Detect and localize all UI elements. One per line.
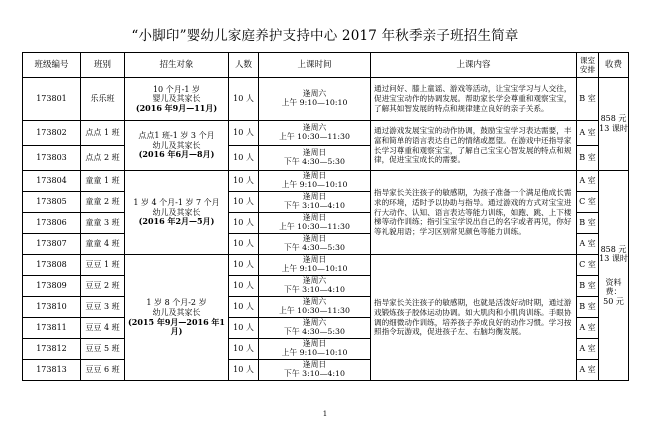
class-time: 逢周日 下午 3:10—4:10 bbox=[259, 192, 371, 213]
class-time: 逢周日 上午 9:10—10:10 bbox=[259, 255, 371, 276]
document-title: “小脚印”婴幼儿家庭养护支持中心 2017 年秋季亲子班招生简章 bbox=[131, 28, 519, 44]
class-time: 逢周日 下午 4:30—5:30 bbox=[259, 146, 371, 171]
class-name: 豆豆 1 班 bbox=[81, 255, 125, 276]
class-name: 豆豆 6 班 bbox=[81, 360, 125, 381]
header-target: 招生对象 bbox=[125, 53, 229, 78]
target-cell: 点点1 班-1 岁 3 个月 幼儿及其家长 (2016 年6月—8月) bbox=[125, 121, 229, 171]
class-count: 10 人 bbox=[229, 78, 259, 121]
class-time: 逢周六 下午 4:30—5:30 bbox=[259, 318, 371, 339]
class-room: A 室 bbox=[577, 318, 599, 339]
class-time: 逢周日 下午 3:10—4:10 bbox=[259, 360, 371, 381]
content-cell: 指导家长关注孩子的敏感期，也就是活泼好动时期，通过游戏锻炼孩子胶体运动协调。如大肌肉和小肌肉训练。手眼协调的细微动作训练，培养孩子养成良好的动作习惯。学习按照指令玩游戏，促进孩子左、右脑均衡发展。 bbox=[371, 255, 577, 381]
class-id: 173806 bbox=[23, 213, 81, 234]
header-class-name: 班别 bbox=[81, 53, 125, 78]
table-row bbox=[23, 121, 629, 146]
class-id: 173803 bbox=[23, 146, 81, 171]
class-id: 173804 bbox=[23, 171, 81, 192]
class-name: 乐乐班 bbox=[81, 78, 125, 121]
class-room: B 室 bbox=[577, 213, 599, 234]
class-name: 豆豆 4 班 bbox=[81, 318, 125, 339]
class-count: 10 人 bbox=[229, 171, 259, 192]
class-count: 10 人 bbox=[229, 213, 259, 234]
class-id: 173801 bbox=[23, 78, 81, 121]
class-count: 10 人 bbox=[229, 121, 259, 146]
header-count: 人数 bbox=[229, 53, 259, 78]
class-name: 豆豆 3 班 bbox=[81, 297, 125, 318]
class-room: A 室 bbox=[577, 171, 599, 192]
content-cell: 通过问好、膝上童谣、游戏等活动，让宝宝学习与人交往，促进宝宝动作的协调发展。帮助家长学会尊重和观察宝宝，了解其如智发展的特点和规律建立良好的亲子关系。 bbox=[371, 78, 577, 121]
class-time: 逢周日 上午 9:10—10:10 bbox=[259, 339, 371, 360]
class-name: 童童 2 班 bbox=[81, 192, 125, 213]
class-id: 173813 bbox=[23, 360, 81, 381]
class-time: 逢周六 上午 9:10—10:10 bbox=[259, 78, 371, 121]
target-cell: 10 个月-1 岁 婴儿及其家长 (2016 年9月—11月) bbox=[125, 78, 229, 121]
class-room: A 室 bbox=[577, 234, 599, 255]
class-count: 10 人 bbox=[229, 234, 259, 255]
class-room: A 室 bbox=[577, 360, 599, 381]
class-time: 逢周六 上午 10:30—11:30 bbox=[259, 297, 371, 318]
class-name: 童童 4 班 bbox=[81, 234, 125, 255]
target-cell: 1 岁 8 个月-2 岁 幼儿及其家长 (2015 年9月—2016 年1月) bbox=[125, 255, 229, 381]
class-name: 童童 1 班 bbox=[81, 171, 125, 192]
class-id: 173812 bbox=[23, 339, 81, 360]
class-room: B 室 bbox=[577, 78, 599, 121]
class-time: 逢周六 下午 3:10—4:10 bbox=[259, 276, 371, 297]
class-room: B 室 bbox=[577, 297, 599, 318]
class-count: 10 人 bbox=[229, 146, 259, 171]
class-id: 173802 bbox=[23, 121, 81, 146]
class-id: 173808 bbox=[23, 255, 81, 276]
class-room: A 室 bbox=[577, 339, 599, 360]
header-fee: 收费 bbox=[599, 53, 629, 78]
class-time: 逢周六 上午 10:30—11:30 bbox=[259, 121, 371, 146]
fee-cell: 858 元 13 课时 bbox=[599, 78, 629, 171]
class-room: C 室 bbox=[577, 255, 599, 276]
class-count: 10 人 bbox=[229, 318, 259, 339]
class-name: 点点 1 班 bbox=[81, 121, 125, 146]
class-room: B 室 bbox=[577, 276, 599, 297]
header-row bbox=[23, 53, 629, 78]
table-row bbox=[23, 171, 629, 192]
class-room: C 室 bbox=[577, 192, 599, 213]
class-name: 点点 2 班 bbox=[81, 146, 125, 171]
class-count: 10 人 bbox=[229, 255, 259, 276]
content-cell: 通过游戏发展宝宝的动作协调，鼓励宝宝学习表达需要，丰富和简单的语言表达自己的情绪或愿望。在游戏中还指导家长学习尊重和观察宝宝，了解自己宝宝心智发展的特点和规律，促进宝宝成长的需要。 bbox=[371, 121, 577, 171]
class-id: 173807 bbox=[23, 234, 81, 255]
class-name: 豆豆 2 班 bbox=[81, 276, 125, 297]
class-count: 10 人 bbox=[229, 339, 259, 360]
table-row bbox=[23, 255, 629, 276]
class-name: 豆豆 5 班 bbox=[81, 339, 125, 360]
header-time: 上课时间 bbox=[259, 53, 371, 78]
table-row bbox=[23, 78, 629, 121]
content-cell: 指导家长关注孩子的敏感期，为孩子准备一个满足他成长需求的环境，适时予以协助与指导。通过游戏的方式对宝宝进行大动作、认知、语言表达等能力训练，如跑、跳、上下楼梯等动作训练；指引宝宝学说出自己的名字或者再见，你好等礼貌用语；学习区别常见颜色等能力训练。 bbox=[371, 171, 577, 255]
class-name: 童童 3 班 bbox=[81, 213, 125, 234]
header-class-id: 班级编号 bbox=[23, 53, 81, 78]
page-number: 1 bbox=[322, 410, 328, 418]
class-count: 10 人 bbox=[229, 360, 259, 381]
header-content: 上课内容 bbox=[371, 53, 577, 78]
class-time: 逢周日 下午 4:30—5:30 bbox=[259, 234, 371, 255]
class-count: 10 人 bbox=[229, 297, 259, 318]
class-time: 逢周日 上午 9:10—10:10 bbox=[259, 171, 371, 192]
header-room: 课室安排 bbox=[577, 53, 599, 78]
target-cell: 1 岁 4 个月-1 岁 7 个月 幼儿及其家长 (2016 年2月—5月) bbox=[125, 171, 229, 255]
class-room: A 室 bbox=[577, 121, 599, 146]
class-id: 173811 bbox=[23, 318, 81, 339]
schedule-table bbox=[22, 52, 629, 381]
class-room: B 室 bbox=[577, 146, 599, 171]
fee-cell: 858 元 13 课时 资料费： 50 元 bbox=[599, 171, 629, 381]
class-id: 173810 bbox=[23, 297, 81, 318]
class-count: 10 人 bbox=[229, 192, 259, 213]
class-id: 173805 bbox=[23, 192, 81, 213]
class-id: 173809 bbox=[23, 276, 81, 297]
class-count: 10 人 bbox=[229, 276, 259, 297]
class-time: 逢周日 上午 10:30—11:30 bbox=[259, 213, 371, 234]
